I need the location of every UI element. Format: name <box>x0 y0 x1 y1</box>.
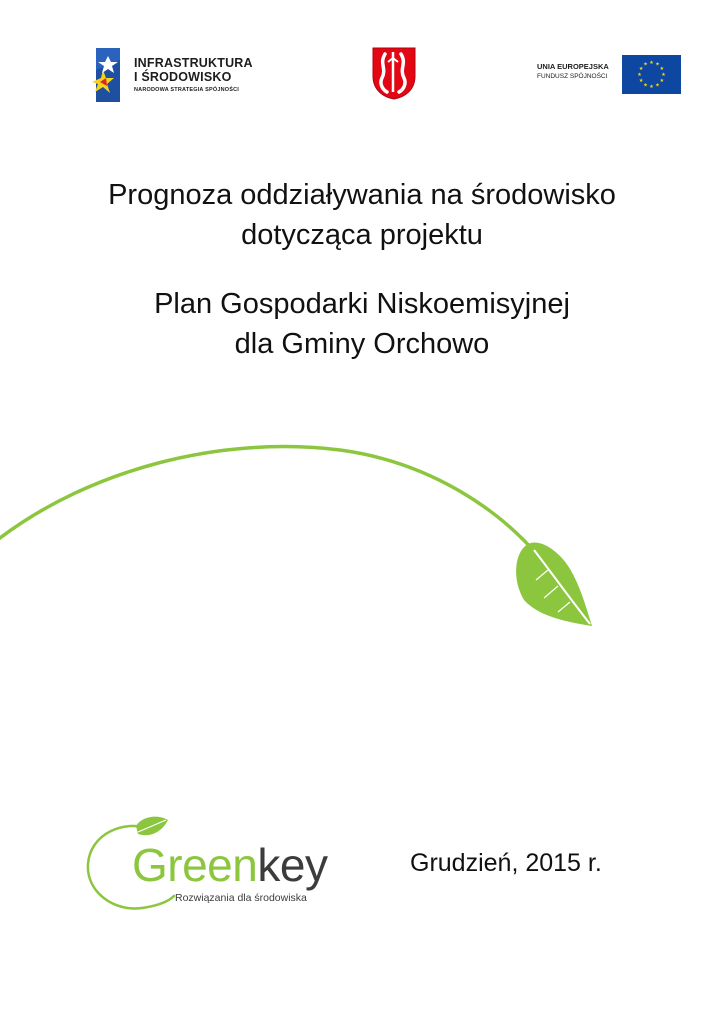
document-subtitle <box>0 284 724 364</box>
greenkey-tagline: Rozwiązania dla środowiska <box>175 892 307 904</box>
title-line-3: Plan Gospodarki Niskoemisyjnej <box>154 288 570 320</box>
svg-text:★: ★ <box>661 72 666 78</box>
svg-text:★: ★ <box>643 82 648 89</box>
infrastruktura-line2: I ŚRODOWISKO <box>134 70 232 84</box>
infrastruktura-line1: INFRASTRUKTURA <box>134 56 253 70</box>
title-line-1: Prognoza oddziaływania na środowisko <box>108 179 616 211</box>
title-line-4: dla Gminy Orchowo <box>234 328 490 360</box>
municipal-crest-icon <box>371 46 417 100</box>
infrastruktura-line3: NARODOWA STRATEGIA SPÓJNOŚCI <box>134 87 240 93</box>
svg-text:★: ★ <box>637 72 642 78</box>
svg-text:★: ★ <box>649 60 654 66</box>
eu-flag-icon <box>622 55 681 94</box>
ue-line1: UNIA EUROPEJSKA <box>537 62 609 71</box>
svg-text:★: ★ <box>643 61 648 68</box>
greenkey-word-dark: key <box>257 839 328 891</box>
greenkey-wordmark <box>132 840 327 890</box>
svg-text:★: ★ <box>649 84 654 90</box>
svg-text:★: ★ <box>659 66 665 72</box>
document-title <box>0 175 724 255</box>
svg-text:★: ★ <box>659 78 665 84</box>
title-line-2: dotycząca projektu <box>241 219 483 251</box>
ue-line2: FUNDUSZ SPÓJNOŚCI <box>537 73 608 80</box>
infrastruktura-mark-icon <box>92 48 122 102</box>
ue-logo-text <box>537 62 609 80</box>
leaf-arc-icon <box>0 440 600 640</box>
infrastruktura-logo <box>92 46 272 104</box>
svg-text:★: ★ <box>655 82 660 89</box>
greenkey-word-green: Green <box>132 839 258 891</box>
document-date: Grudzień, 2015 r. <box>410 849 602 877</box>
svg-text:★: ★ <box>638 66 644 72</box>
svg-text:★: ★ <box>638 78 644 84</box>
svg-text:★: ★ <box>655 61 660 68</box>
greenkey-logo <box>84 812 354 912</box>
